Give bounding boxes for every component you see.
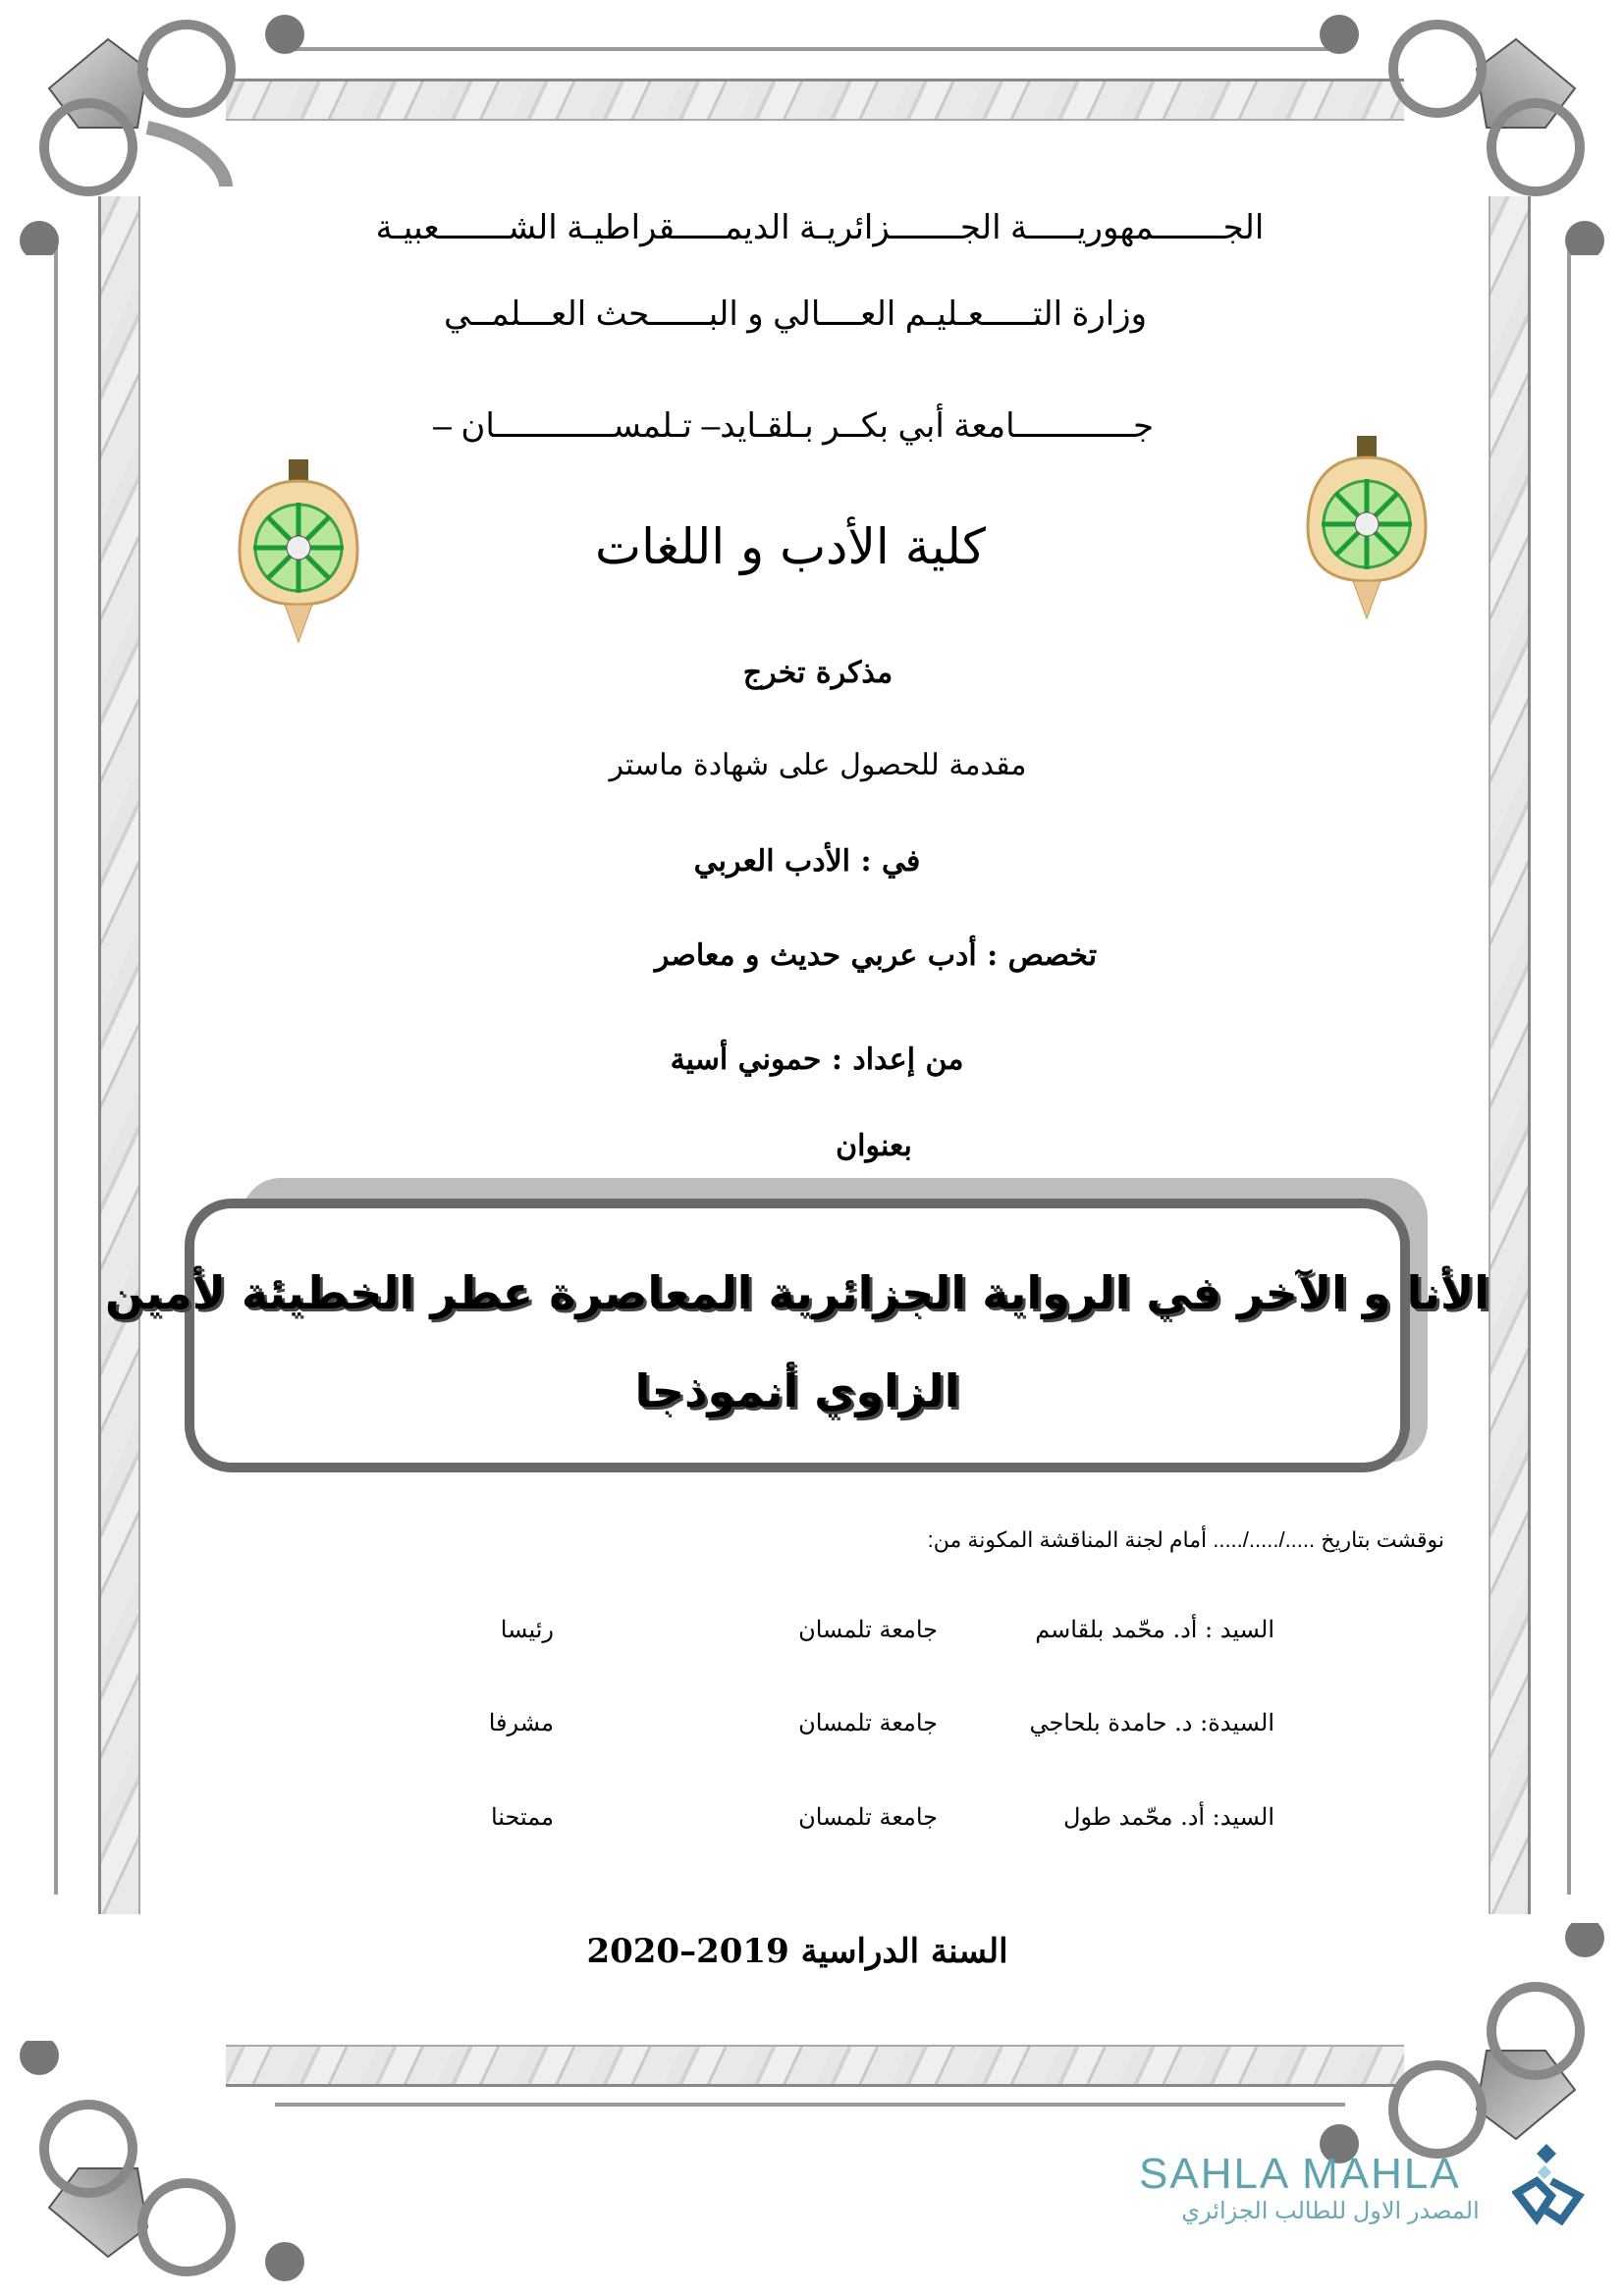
academic-year: السنة الدراسية 2019–2020: [586, 1932, 1008, 1971]
corner-ornament-icon: [0, 2041, 314, 2296]
frame-marble-right: [1489, 196, 1531, 1914]
watermark-tagline: المصدر الاول للطالب الجزائري: [1181, 2198, 1480, 2224]
thesis-author: من إعداد : حموني أسية: [670, 1042, 964, 1077]
university-logo-icon: [1304, 434, 1430, 620]
thesis-title-line2: الزاوي أنموذجا: [634, 1364, 960, 1417]
ministry-heading: وزارة التـــــعـليـم العــــالي و البــــــحث العـــلمــي: [443, 295, 1148, 333]
frame-outer-left-line: [54, 245, 58, 1895]
committee-member-role: ممتحنا: [490, 1803, 554, 1831]
thesis-type: مذكرة تخرج: [742, 656, 893, 690]
republic-heading: الجـــــــمهوريـــــة الجـــــــزائريـة الديمـــــقراطيـة الشـــــــعبيـة: [375, 209, 1265, 246]
committee-member-university: جامعة تلمسان: [798, 1616, 938, 1643]
sahla-mahla-watermark: [1139, 2150, 1610, 2228]
frame-outer-bottom-line: [275, 2103, 1345, 2107]
frame-marble-top: [226, 79, 1404, 121]
thesis-title-line1: الأنا و الآخر في الرواية الجزائرية المعاصرة عطر الخطيئة لأمين: [104, 1266, 1490, 1319]
watermark-brand: SAHLA MAHLA: [1139, 2150, 1461, 2198]
corner-ornament-icon: [1310, 1923, 1624, 2178]
frame-outer-right-line: [1567, 245, 1571, 1895]
committee-member-role: مشرفا: [488, 1709, 554, 1736]
thesis-title-label: بعنوان: [836, 1129, 912, 1163]
university-heading: جــــــــــــامعة أبي بكــر بـلقـايد– تـلمســــــــــــان –: [432, 407, 1155, 445]
thesis-specialty: تخصص : أدب عربي حديث و معاصر: [654, 938, 1098, 973]
frame-marble-left: [98, 196, 140, 1914]
frame-outer-top-line: [275, 47, 1345, 51]
faculty-heading: كلية الأدب و اللغات: [595, 518, 986, 575]
committee-intro: نوقشت بتاريخ ...../...../..... أمام لجنة المناقشة المكونة من:: [927, 1527, 1444, 1552]
committee-member-university: جامعة تلمسان: [798, 1709, 938, 1736]
committee-member-name: السيد: أد. محّمد طول: [1063, 1803, 1274, 1831]
corner-ornament-icon: [1310, 0, 1624, 255]
corner-ornament-icon: [0, 0, 314, 255]
committee-member-name: السيدة: د. حامدة بلحاجي: [1029, 1709, 1274, 1736]
committee-member-university: جامعة تلمسان: [798, 1803, 938, 1831]
thesis-title-box: [185, 1199, 1410, 1472]
university-logo-icon: [236, 457, 361, 644]
committee-member-role: رئيسا: [500, 1616, 554, 1643]
committee-member-name: السيد : أد. محّمد بلقاسم: [1035, 1616, 1274, 1643]
thesis-purpose: مقدمة للحصول على شهادة ماستر: [609, 748, 1027, 782]
thesis-field: في : الأدب العربي: [693, 844, 921, 879]
sahla-mahla-logo-icon: [1512, 2142, 1586, 2225]
frame-marble-bottom: [226, 2045, 1404, 2087]
